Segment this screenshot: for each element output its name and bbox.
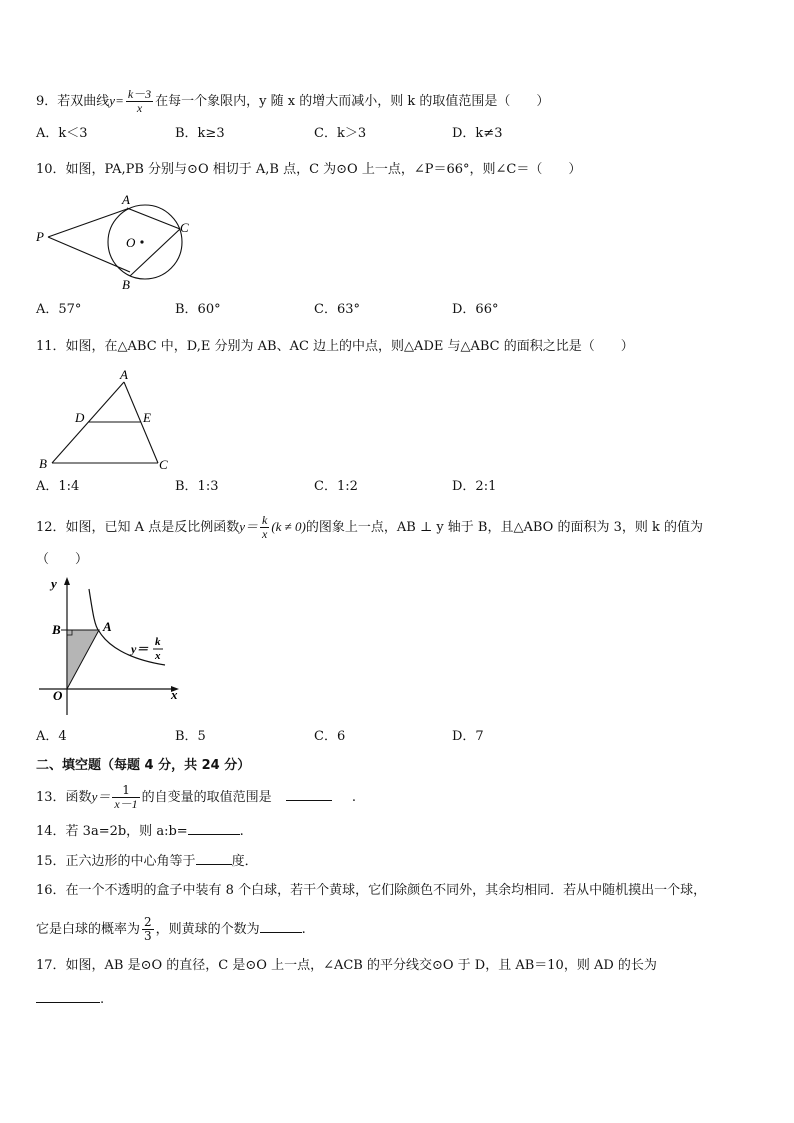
- q16-frac-den: 3: [144, 929, 152, 943]
- q12-curve-frac-num: k: [155, 636, 161, 648]
- q16-end: .: [301, 922, 306, 937]
- q11-label-c: C: [159, 457, 168, 472]
- q13-post: 的自变量的取值范围是: [141, 790, 272, 805]
- q10-label-c: C: [180, 220, 189, 235]
- q11-label-b: B: [39, 456, 47, 471]
- q12-label-a: A: [103, 619, 112, 634]
- q13-end: .: [351, 790, 356, 805]
- q17-answer-line: [36, 990, 104, 1009]
- q13-frac-den: x－1: [114, 797, 138, 811]
- q9-option-b: B．k≥3: [175, 126, 225, 141]
- q17-number: 17．: [36, 958, 66, 973]
- q11-number: 11．: [36, 339, 66, 354]
- q12-label-y-axis: y: [51, 576, 57, 591]
- q15-answer-blank[interactable]: [196, 852, 232, 865]
- q13-frac-num: 1: [112, 784, 139, 798]
- q9-lhs: y=: [109, 93, 124, 108]
- q14-number: 14．: [36, 824, 66, 839]
- q10-stem: [36, 161, 581, 179]
- q10-text: 如图，PA,PB 分别与⊙O 相切于 A,B 点，C 为⊙O 上一点，∠P＝66°，则∠C＝（ ）: [65, 162, 582, 177]
- q10-option-a: A．57°: [36, 302, 82, 317]
- q17-stem: [36, 957, 657, 975]
- q13-lhs: y＝: [91, 789, 111, 804]
- q13-answer-blank[interactable]: [286, 788, 332, 801]
- q13-pre: 函数: [65, 790, 92, 805]
- q11-label-a: A: [120, 367, 128, 382]
- q14-stem: [36, 822, 244, 841]
- q16-fraction: [142, 916, 154, 943]
- q12-paren: （ ）: [36, 552, 89, 567]
- q11-stem: [36, 338, 634, 356]
- q11-label-e: E: [143, 410, 151, 425]
- q11-label-d: D: [75, 410, 85, 425]
- q9-number: 9．: [36, 94, 58, 109]
- q12-number: 12．: [36, 520, 66, 535]
- q15-end: 度．: [231, 854, 258, 869]
- q12-post: 的图象上一点，AB ⊥ y 轴于 B，且△ABO 的面积为 3，则 k 的值为: [305, 520, 704, 535]
- q15-number: 15．: [36, 854, 66, 869]
- q13-stem: [36, 784, 356, 811]
- q10-option-d: D．66°: [452, 302, 499, 317]
- q12-condition: (k ≠ 0): [271, 519, 306, 534]
- q15-pre: 正六边形的中心角等于: [65, 854, 196, 869]
- q12-frac-den: x: [261, 527, 268, 541]
- q10-label-p: P: [36, 229, 44, 244]
- q12-option-a: A．4: [36, 729, 67, 744]
- q16-line1: 在一个不透明的盒子中装有 8 个白球，若干个黄球，它们除颜色不同外，其余均相同．若从中随机摸出一个球，: [65, 883, 707, 898]
- q9-frac-num: k－3: [127, 87, 152, 101]
- q17-end: .: [100, 992, 105, 1007]
- q17-answer-blank[interactable]: [36, 990, 100, 1003]
- q11-option-c: C．1:2: [314, 479, 358, 494]
- q12-label-b: B: [52, 622, 61, 637]
- q12-pre: 如图，已知 A 点是反比例函数: [65, 520, 240, 535]
- q12-stem: [36, 514, 703, 541]
- q9-option-a: A．k＜3: [36, 126, 88, 141]
- q12-label-x-axis: x: [171, 687, 178, 702]
- q12-option-b: B．5: [175, 729, 206, 744]
- q14-pre: 若 3a=2b，则 a:b=: [65, 824, 188, 839]
- section-2-heading: 二、填空题（每题 4 分，共 24 分）: [36, 758, 251, 773]
- q13-fraction: [112, 784, 139, 811]
- q12-curve-frac-den: x: [155, 650, 161, 662]
- q12-fraction: [260, 514, 269, 541]
- q12-label-o: O: [53, 688, 63, 703]
- q13-number: 13．: [36, 790, 66, 805]
- q16-stem-line2: [36, 916, 306, 943]
- q11-text: 如图，在△ABC 中，D,E 分别为 AB、AC 边上的中点，则△ADE 与△ABC 的面积之比是（ ）: [65, 339, 634, 354]
- q12-lhs: y＝: [239, 519, 258, 534]
- q9-stem: [36, 88, 549, 115]
- q9-fraction: [126, 88, 153, 115]
- q16-frac-num: 2: [144, 915, 152, 929]
- q12-curve-label: y＝: [131, 642, 149, 656]
- q10-number: 10．: [36, 162, 66, 177]
- q10-label-o: O: [126, 235, 136, 250]
- q15-stem: [36, 852, 258, 871]
- q16-number: 16．: [36, 883, 66, 898]
- q10-label-a: A: [122, 192, 130, 207]
- q9-pre: 若双曲线: [57, 94, 110, 109]
- q12-figure: [35, 575, 185, 720]
- q12-option-d: D．7: [452, 729, 484, 744]
- q12-frac-num: k: [261, 513, 268, 527]
- q10-option-c: C．63°: [314, 302, 360, 317]
- q14-answer-blank[interactable]: [188, 822, 240, 835]
- q10-option-b: B．60°: [175, 302, 221, 317]
- q11-option-b: B．1:3: [175, 479, 219, 494]
- q9-post: 在每一个象限内，y 随 x 的增大而减小，则 k 的取值范围是（ ）: [155, 94, 550, 109]
- q16-post2: ，则黄球的个数为: [155, 922, 260, 937]
- q16-stem-line1: [36, 882, 706, 900]
- q17-text: 如图，AB 是⊙O 的直径，C 是⊙O 上一点，∠ACB 的平分线交⊙O 于 D，且 AB＝10，则 AD 的长为: [65, 958, 657, 973]
- q16-pre2: 它是白球的概率为: [36, 922, 141, 937]
- q16-answer-blank[interactable]: [260, 920, 302, 933]
- q11-option-a: A．1:4: [36, 479, 80, 494]
- q9-frac-den: x: [136, 101, 143, 115]
- q11-option-d: D．2:1: [452, 479, 497, 494]
- q9-option-d: D．k≠3: [452, 126, 503, 141]
- q10-label-b: B: [122, 277, 130, 292]
- q14-end: .: [239, 824, 244, 839]
- q12-option-c: C．6: [314, 729, 346, 744]
- q9-option-c: C．k＞3: [314, 126, 367, 141]
- q11-figure: [35, 365, 185, 475]
- q10-figure: [30, 192, 200, 292]
